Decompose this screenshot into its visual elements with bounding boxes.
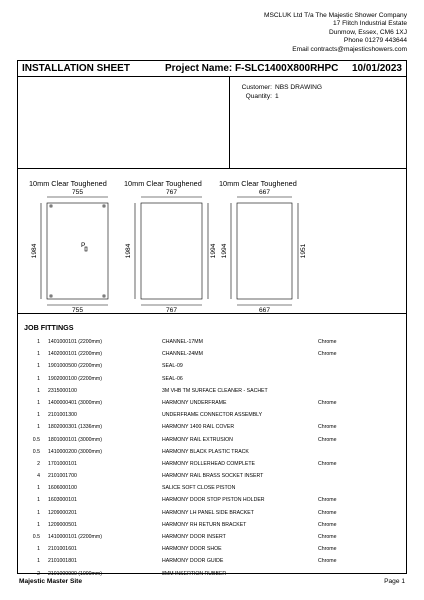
- row-code: 1402000101 (2200mm): [48, 351, 102, 358]
- info-box: [17, 76, 407, 169]
- row-finish: Chrome: [318, 436, 337, 443]
- panel-mark-p: P: [81, 242, 86, 249]
- row-qty: 1: [37, 558, 40, 565]
- row-description: HARMONY BLACK PLASTIC TRACK: [162, 448, 249, 455]
- row-code: 1902000100 (2200mm): [48, 375, 102, 382]
- row-description: HARMONY RAIL BRASS SOCKET INSERT: [162, 473, 264, 480]
- panel-1-height-left: 1984: [31, 243, 38, 259]
- panel-drawing-svg: [18, 169, 406, 313]
- row-code: 1209000201: [48, 509, 77, 516]
- sheet-title: INSTALLATION SHEET: [22, 63, 130, 74]
- row-finish: Chrome: [318, 521, 337, 528]
- table-row: [18, 434, 406, 446]
- footer-page-number: Page 1: [384, 578, 405, 585]
- row-finish: Chrome: [318, 424, 337, 431]
- row-qty: 1: [37, 521, 40, 528]
- table-row: [18, 519, 406, 531]
- table-row: [18, 421, 406, 433]
- panel-2: [141, 203, 202, 299]
- row-code: 2101000900 (1000mm): [48, 570, 102, 577]
- sheet-header: [17, 60, 407, 76]
- footer-site-name: Majestic Master Site: [19, 578, 83, 585]
- row-code: 1801000101 (3000mm): [48, 436, 102, 443]
- row-finish: Chrome: [318, 460, 337, 467]
- customer-label: Customer:: [241, 84, 272, 91]
- glass-label-1: 10mm Clear Toughened: [29, 179, 107, 188]
- table-row: [18, 543, 406, 555]
- table-row: [18, 409, 406, 421]
- fittings-table: [18, 336, 406, 580]
- row-finish: Chrome: [318, 546, 337, 553]
- row-description: 8MM INSERTION RUBBER: [162, 570, 227, 577]
- panel-1-width-top: 755: [71, 189, 84, 196]
- row-qty: 1: [37, 351, 40, 358]
- company-details: [264, 12, 407, 54]
- table-row: [18, 373, 406, 385]
- row-code: 1401000101 (2200mm): [48, 339, 102, 345]
- row-qty: 2: [37, 460, 40, 467]
- row-description: HARMONY 1400 RAIL COVER: [162, 424, 235, 431]
- panel-drawing: [17, 169, 407, 313]
- row-description: SEAL-06: [162, 375, 183, 382]
- panel-3-height-right: 1951: [300, 243, 307, 259]
- row-description: HARMONY DOOR INSERT: [162, 534, 226, 540]
- info-divider: [229, 77, 230, 168]
- sheet-date: 10/01/2023: [351, 63, 402, 74]
- panel-3: [237, 203, 292, 299]
- row-code: 1209000501: [48, 521, 77, 528]
- company-address-line-1: 17 Flitch Industrial Estate: [332, 20, 407, 28]
- row-description: HARMONY DOOR GUIDE: [162, 558, 224, 565]
- row-qty: 0.5: [32, 448, 40, 455]
- row-description: CHANNEL-24MM: [162, 351, 203, 358]
- row-qty: 1: [37, 399, 40, 406]
- panel-2-height-right: 1994: [210, 243, 217, 259]
- glass-label-3: 10mm Clear Toughened: [219, 179, 297, 188]
- row-finish: Chrome: [318, 339, 337, 345]
- row-qty: 0.5: [32, 534, 40, 540]
- table-row: [18, 507, 406, 519]
- row-code: 1603000101: [48, 497, 77, 504]
- row-finish: Chrome: [318, 509, 337, 516]
- panel-2-height-left: 1984: [125, 243, 132, 259]
- quantity-value: 1: [275, 93, 279, 100]
- row-qty: 1: [37, 509, 40, 516]
- table-row: [18, 470, 406, 482]
- row-code: 2101001700: [48, 473, 77, 480]
- row-qty: 1: [37, 412, 40, 419]
- row-description: HARMONY RAIL EXTRUSION: [162, 436, 233, 443]
- row-qty: 1: [37, 485, 40, 492]
- table-row: [18, 336, 406, 348]
- table-row: [18, 458, 406, 470]
- fixing-mark: [103, 205, 105, 207]
- panel-2-width-top: 767: [165, 189, 178, 196]
- project-name: Project Name: F-SLC1400X800RHPC: [165, 63, 339, 74]
- table-row: [18, 482, 406, 494]
- panel-3-width-bottom: 667: [258, 307, 271, 313]
- table-row: [18, 348, 406, 360]
- table-row: [18, 555, 406, 567]
- quantity-label: Quantity:: [245, 93, 272, 100]
- row-description: HARMONY ROLLERHEAD COMPLETE: [162, 460, 256, 467]
- row-code: 2315000100: [48, 387, 77, 394]
- row-finish: Chrome: [318, 534, 337, 540]
- table-row: [18, 446, 406, 458]
- row-qty: 4: [37, 473, 40, 480]
- customer-block: [234, 83, 322, 101]
- row-description: HARMONY LH PANEL SIDE BRACKET: [162, 509, 254, 516]
- panel-2-width-bottom: 767: [165, 307, 178, 313]
- fixing-mark: [50, 295, 52, 297]
- table-row: [18, 385, 406, 397]
- panel-1: [47, 203, 108, 299]
- row-qty: 1: [37, 363, 40, 370]
- job-fittings: [17, 313, 407, 577]
- table-row: [18, 397, 406, 409]
- row-finish: Chrome: [318, 351, 337, 358]
- row-description: HARMONY DOOR SHOE: [162, 546, 222, 553]
- row-code: 1400000401 (3000mm): [48, 399, 102, 406]
- row-code: 1410000200 (3000mm): [48, 448, 102, 455]
- row-description: UNDERFRAME CONNECTOR ASSEMBLY: [162, 412, 263, 419]
- panel-3-width-top: 667: [258, 189, 271, 196]
- row-description: SEAL-09: [162, 363, 183, 370]
- page-footer: [17, 576, 407, 588]
- row-description: HARMONY DOOR STOP PISTON HOLDER: [162, 497, 265, 504]
- glass-label-2: 10mm Clear Toughened: [124, 179, 202, 188]
- row-qty: 2: [37, 570, 40, 577]
- panel-3-height-left: 1994: [221, 243, 228, 259]
- job-fittings-title: JOB FITTINGS: [24, 323, 74, 332]
- row-finish: Chrome: [318, 558, 337, 565]
- row-finish: Chrome: [318, 399, 337, 406]
- row-finish: Chrome: [318, 497, 337, 504]
- row-code: 2101001601: [48, 546, 77, 553]
- row-code: 2101001801: [48, 558, 77, 565]
- row-description: HARMONY RH RETURN BRACKET: [162, 521, 247, 528]
- row-code: 1901000500 (2200mm): [48, 363, 102, 370]
- customer-value: NBS DRAWING: [275, 84, 323, 91]
- row-qty: 1: [37, 424, 40, 431]
- fixing-mark: [50, 205, 52, 207]
- company-name: MSCLUK Ltd T/a The Majestic Shower Company: [263, 12, 407, 19]
- row-qty: 1: [37, 375, 40, 382]
- row-code: 1802000301 (1336mm): [48, 424, 102, 431]
- row-description: 3M VHB TM SURFACE CLEANER - SACHET: [162, 387, 268, 394]
- row-qty: 1: [37, 339, 40, 345]
- panel-1-width-bottom: 755: [71, 307, 84, 313]
- row-qty: 0.5: [32, 436, 40, 443]
- row-description: CHANNEL-17MM: [162, 339, 203, 345]
- company-phone: Phone 01279 443644: [343, 37, 407, 45]
- table-row: [18, 360, 406, 372]
- row-qty: 1: [37, 497, 40, 504]
- row-code: 2101001300: [48, 412, 77, 419]
- row-qty: 1: [37, 387, 40, 394]
- company-address-line-2: Dunmow, Essex, CM6 1XJ: [328, 28, 407, 36]
- fixing-mark: [103, 295, 105, 297]
- table-row: [18, 494, 406, 506]
- row-code: 1410000101 (2200mm): [48, 534, 102, 540]
- row-description: HARMONY UNDERFRAME: [162, 399, 227, 406]
- company-email: Email contracts@majesticshowers.com: [292, 45, 407, 53]
- row-code: 1701000101: [48, 460, 77, 467]
- row-description: SALICE SOFT CLOSE PISTON: [162, 485, 236, 492]
- row-qty: 1: [37, 546, 40, 553]
- table-row: [18, 531, 406, 543]
- row-code: 1606000100: [48, 485, 77, 492]
